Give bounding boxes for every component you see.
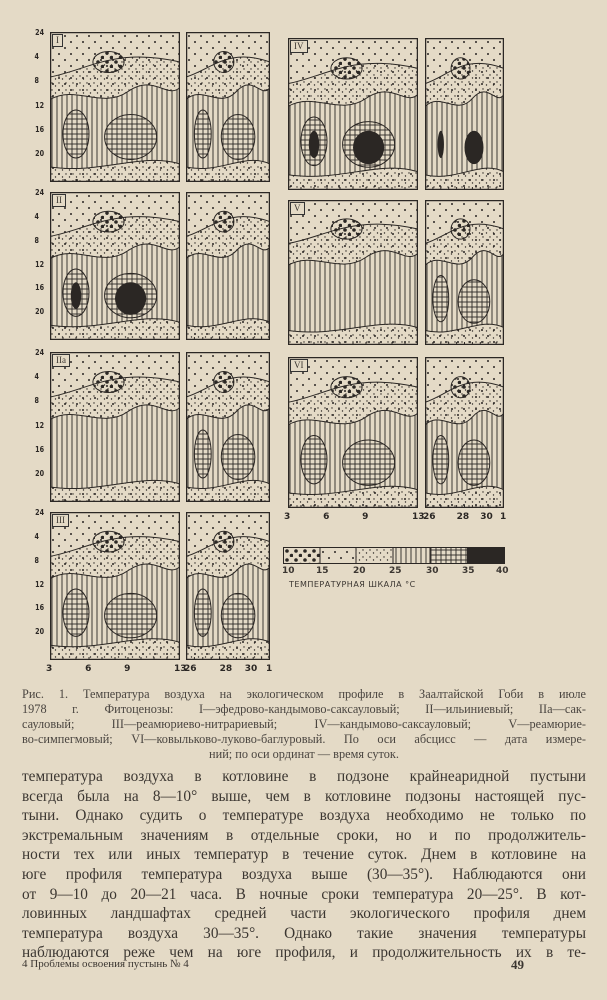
isotherm-panel bbox=[425, 357, 504, 508]
body-line: температура воздуха 30—35°. Однако такие значения температуры bbox=[22, 924, 586, 942]
x-tick-label: 13 bbox=[412, 512, 425, 522]
x-tick-label: 30 bbox=[244, 664, 258, 674]
isotherm-panel bbox=[50, 192, 180, 340]
y-tick-label: 4 bbox=[34, 531, 40, 541]
running-footer: 4 Проблемы освоения пустынь № 4 bbox=[22, 958, 189, 970]
y-tick-label: 8 bbox=[34, 235, 40, 245]
x-tick-label: 30 bbox=[480, 512, 493, 522]
y-tick-label: 12 bbox=[35, 420, 45, 430]
y-tick-label: 16 bbox=[35, 603, 45, 613]
isotherm-panel bbox=[186, 352, 270, 502]
panel-label: IV bbox=[290, 40, 308, 53]
y-tick-label: 12 bbox=[35, 100, 45, 110]
scale-tick: 25 bbox=[389, 566, 402, 576]
isotherm-panel bbox=[50, 32, 180, 182]
y-tick-label: 4 bbox=[34, 211, 40, 221]
y-tick-label: 24 bbox=[35, 28, 45, 37]
scale-tick: 20 bbox=[353, 566, 366, 576]
isotherm-panel bbox=[425, 200, 504, 345]
isotherm-panel bbox=[186, 512, 270, 660]
y-tick-label: 20 bbox=[35, 148, 45, 158]
caption-line: ний; по оси ординат — время суток. bbox=[209, 747, 399, 761]
body-line: температура воздуха в котловине в подзоне крайнеаридной пустыни bbox=[22, 768, 586, 785]
isotherm-panel bbox=[186, 192, 270, 340]
x-tick-label: 26 bbox=[184, 664, 197, 674]
caption-line: сауловый; III—реамюриево-нитрариевый; IV—кандымово-саксауловый; V—реамюрие- bbox=[22, 717, 586, 731]
body-line: наблюдаются реже чем на юге профиля, и продолжительность их в те- bbox=[22, 944, 586, 962]
isotherm-panel bbox=[50, 512, 180, 660]
y-tick-label: 8 bbox=[34, 76, 40, 86]
x-tick-label: 1 bbox=[266, 664, 273, 674]
x-tick-label: 28 bbox=[219, 664, 233, 674]
y-tick-label: 12 bbox=[35, 259, 45, 269]
scale-tick: 35 bbox=[462, 566, 475, 576]
isotherm-panel bbox=[50, 352, 180, 502]
y-tick-label: 8 bbox=[34, 396, 40, 406]
x-tick-label: 3 bbox=[284, 512, 291, 522]
y-tick-label: 20 bbox=[35, 468, 45, 478]
y-tick-label: 24 bbox=[35, 188, 45, 197]
isotherm-panel bbox=[288, 38, 418, 190]
y-tick-label: 20 bbox=[35, 627, 45, 637]
body-line: всегда была на 8—10° выше, чем в котловине подзоны настоящей пус- bbox=[22, 787, 586, 805]
panel-label: VI bbox=[290, 359, 308, 372]
x-tick-label: 9 bbox=[362, 512, 369, 522]
y-tick-label: 16 bbox=[35, 444, 45, 454]
y-tick-label: 24 bbox=[35, 508, 45, 517]
isotherm-panel bbox=[425, 38, 504, 190]
x-tick-label: 1 bbox=[500, 512, 507, 522]
y-tick-label: 20 bbox=[35, 307, 45, 317]
scale-title: ТЕМПЕРАТУРНАЯ ШКАЛА °С bbox=[289, 580, 416, 589]
scale-tick: 15 bbox=[316, 566, 329, 576]
y-tick-label: 4 bbox=[34, 372, 40, 382]
y-tick-label: 12 bbox=[35, 579, 45, 589]
panel-label: I bbox=[52, 34, 63, 47]
x-tick-label: 9 bbox=[124, 664, 131, 674]
y-tick-label: 16 bbox=[35, 124, 45, 134]
caption-line: Рис. 1. Температура воздуха на экологическом профиле в Заалтайской Гоби в июле bbox=[22, 687, 586, 701]
y-tick-label: 8 bbox=[34, 555, 40, 565]
y-tick-label: 16 bbox=[35, 283, 45, 293]
x-tick-label: 6 bbox=[323, 512, 330, 522]
panel-label: V bbox=[290, 202, 305, 215]
body-line: ловинных ландшафтах средней части экологического профиля днем bbox=[22, 905, 586, 923]
x-tick-label: 3 bbox=[46, 664, 53, 674]
body-line: экстремальным значениям в отдельные сроки, но и по продолжитель- bbox=[22, 826, 586, 844]
panel-label: II bbox=[52, 194, 66, 207]
figure-caption bbox=[22, 687, 586, 762]
isotherm-panel bbox=[288, 357, 418, 508]
isotherm-panel bbox=[288, 200, 418, 345]
x-tick-label: 13 bbox=[174, 664, 187, 674]
y-tick-label: 4 bbox=[34, 52, 40, 62]
panel-label: IIa bbox=[52, 354, 70, 367]
scale-tick: 40 bbox=[496, 566, 509, 576]
body-text bbox=[22, 767, 586, 963]
caption-line: во-симпегмовый; VI—ковыльково-луково-баглуровый. По оси абсцисс — дата измере- bbox=[22, 732, 586, 746]
y-tick-label: 24 bbox=[35, 348, 45, 357]
scale-tick: 10 bbox=[282, 566, 295, 576]
x-tick-label: 26 bbox=[423, 512, 436, 522]
x-tick-label: 6 bbox=[85, 664, 92, 674]
page-number: 49 bbox=[511, 957, 524, 972]
body-line: ности тех или иных температур в течение суток. Днем в котловине на bbox=[22, 846, 586, 864]
panel-label: III bbox=[52, 514, 69, 527]
temperature-scale-bar bbox=[283, 547, 505, 564]
body-line: тыни. Однако судить о температуре воздуха необходимо не только по bbox=[22, 807, 586, 825]
caption-line: 1978 г. Фитоценозы: I—эфедрово-кандымово-саксауловый; II—ильиниевый; IIа—сак- bbox=[22, 702, 586, 716]
isotherm-panel bbox=[186, 32, 270, 182]
scale-tick: 30 bbox=[426, 566, 439, 576]
x-tick-label: 28 bbox=[456, 512, 470, 522]
body-line: юге профиля температура воздуха выше (30—35°). Наблюдаются они bbox=[22, 865, 586, 883]
body-line: от 9—10 до 20—21 часа. В ночные сроки температура 20—25°. В кот- bbox=[22, 885, 586, 903]
